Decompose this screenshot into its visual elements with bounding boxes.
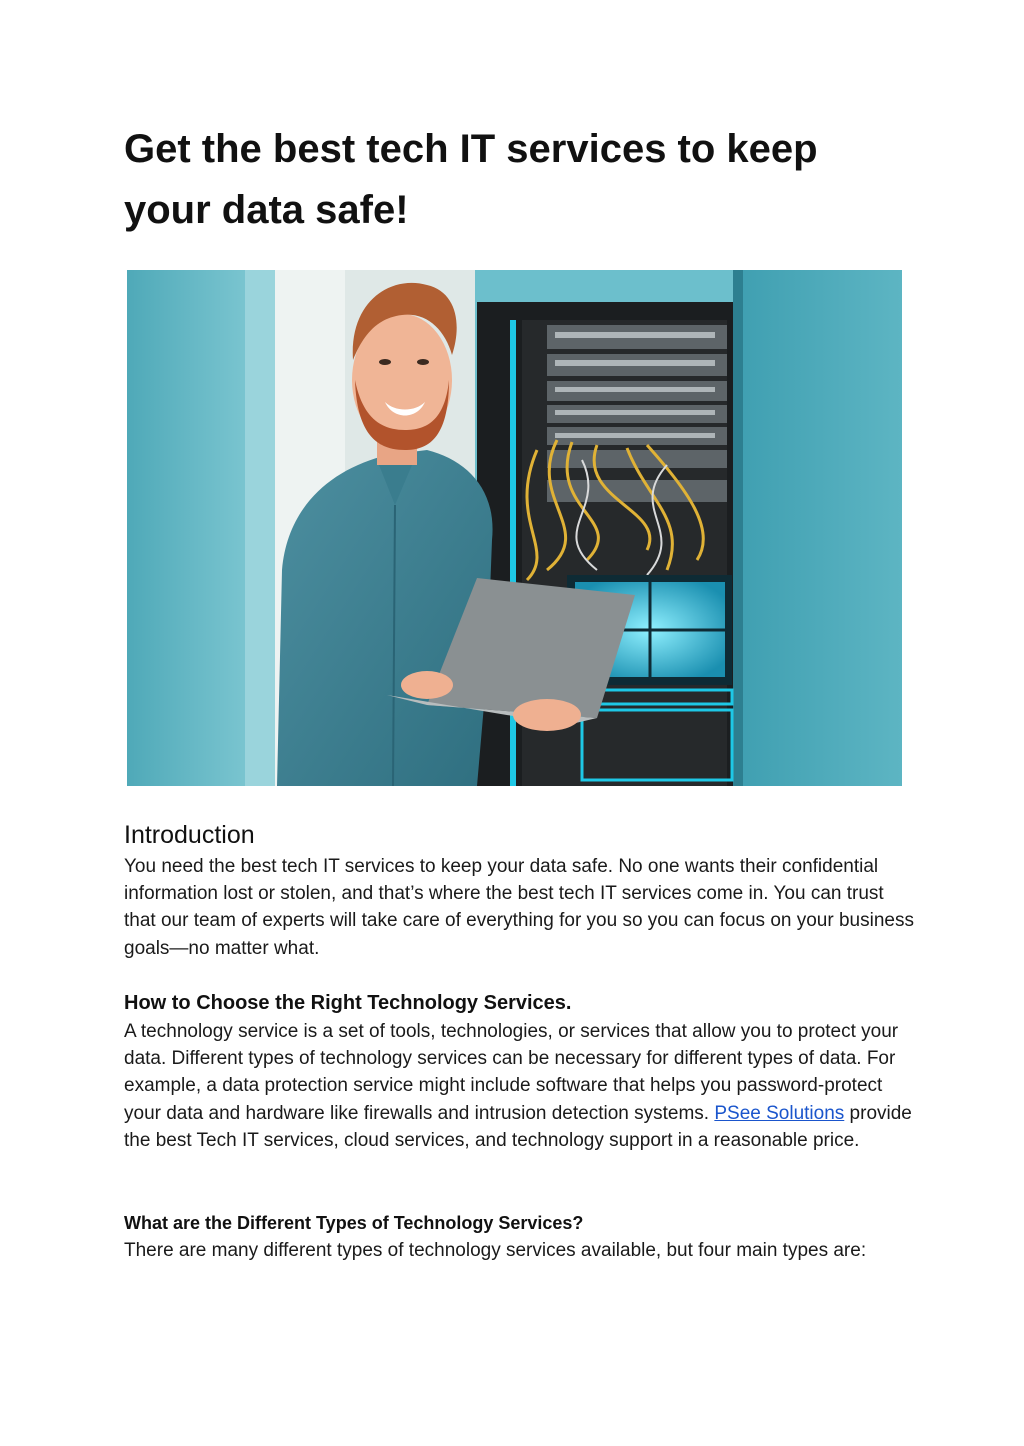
choose-heading: How to Choose the Right Technology Services. — [124, 992, 572, 1014]
intro-heading: Introduction — [124, 821, 255, 849]
choose-paragraph — [124, 1018, 914, 1154]
hero-illustration — [127, 270, 902, 786]
choose-text-before: A technology service is a set of tools, technologies, or services that allow you to protect your data. Different types of technology services can be necessary for different types of data. For example, a data protection service might include software that helps you password-protect your data and hardware like firewalls and intrusion detection systems. — [124, 1021, 899, 1124]
types-paragraph: There are many different types of technology services available, but four main types are: — [124, 1240, 867, 1261]
choose-text-after: provide the best Tech IT services, cloud services, and technology support in a reasonable price. — [124, 1102, 912, 1151]
intro-paragraph: You need the best tech IT services to keep your data safe. No one wants their confidential information lost or stolen, and that’s where the best tech IT services come in. You can trust that our team of experts will take care of everything for you so you can focus on your business goals—no matter what. — [124, 856, 914, 959]
psee-solutions-link[interactable]: PSee Solutions — [714, 1102, 845, 1124]
hero-image — [127, 270, 902, 786]
page-title: Get the best tech IT services to keep your data safe! — [124, 127, 818, 232]
types-heading: What are the Different Types of Technology Services? — [124, 1213, 584, 1233]
